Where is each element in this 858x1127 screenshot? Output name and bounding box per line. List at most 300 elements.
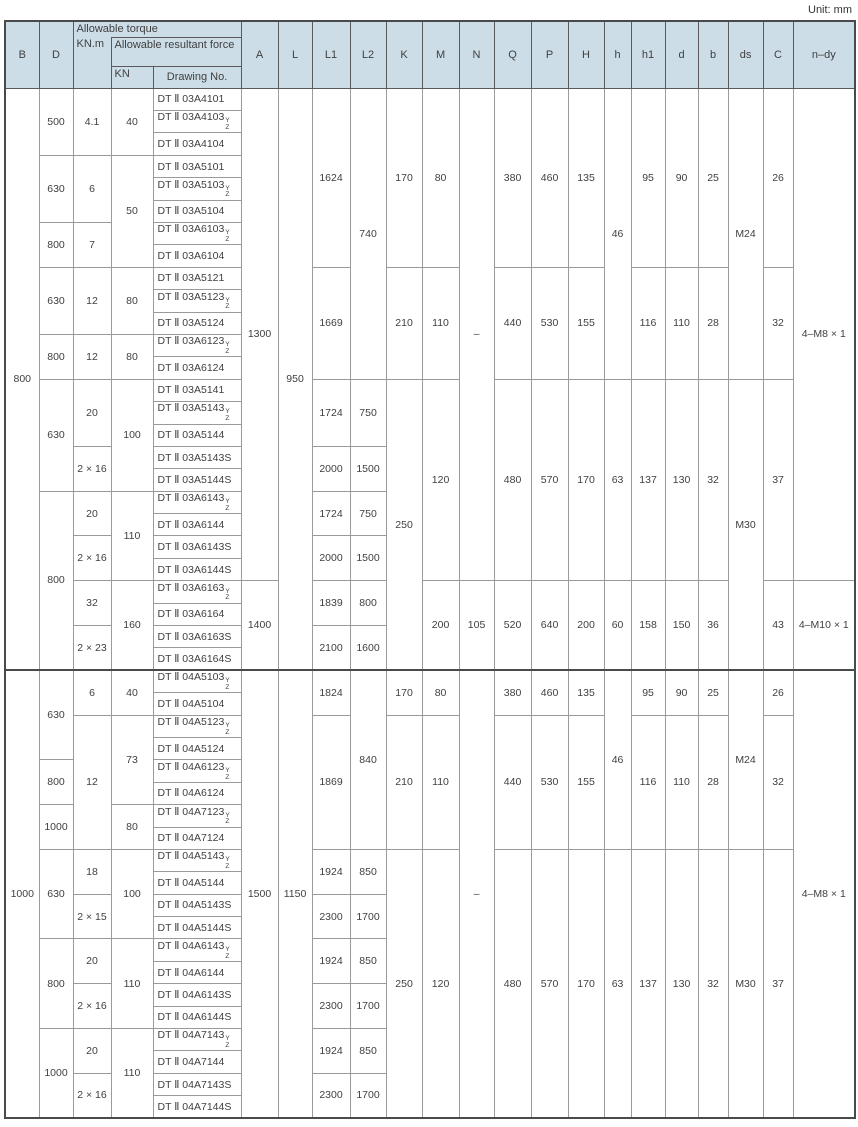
table-row — [5, 88, 855, 110]
yz-suffix: Y Z — [225, 184, 230, 199]
drawing-no: DT Ⅱ 03A6123 — [157, 335, 225, 348]
col-header-ndy: n–dy — [793, 21, 855, 88]
drawing-no: DT Ⅱ 04A5143 — [157, 850, 225, 863]
col-header-N: N — [459, 21, 494, 88]
cell-drawing-no — [153, 737, 241, 759]
col-header-Q: Q — [494, 21, 531, 88]
cell-drawing-no — [153, 536, 241, 558]
drawing-no: DT Ⅱ 04A6144S — [157, 1011, 232, 1024]
cell-ds: M30 — [728, 379, 763, 670]
cell-drawing-no — [153, 379, 241, 401]
cell-K: 250 — [386, 849, 422, 1118]
drawing-no: DT Ⅱ 03A5123 — [157, 290, 225, 303]
cell-ndy: 4–M10 × 1 — [793, 581, 855, 671]
cell-KNm: 32 — [73, 581, 111, 626]
cell-drawing-no — [153, 939, 241, 961]
cell-H: 155 — [568, 267, 604, 379]
yz-suffix: Y Z — [225, 587, 230, 602]
cell-A: 1300 — [241, 88, 278, 581]
drawing-no: DT Ⅱ 03A6164S — [157, 652, 232, 665]
cell-drawing-no — [153, 155, 241, 177]
drawing-no: DT Ⅱ 03A5104 — [157, 205, 225, 218]
drawing-no: DT Ⅱ 03A4103 — [157, 111, 225, 124]
cell-Q: 380 — [494, 670, 531, 715]
cell-P: 570 — [531, 379, 568, 581]
cell-L1: 2300 — [312, 894, 350, 939]
cell-D: 800 — [39, 760, 73, 805]
cell-drawing-no — [153, 1073, 241, 1095]
cell-h: 63 — [604, 849, 631, 1118]
cell-D: 1000 — [39, 1029, 73, 1119]
cell-H: 135 — [568, 670, 604, 715]
cell-KNm: 2 × 16 — [73, 536, 111, 581]
cell-P: 460 — [531, 670, 568, 715]
col-header-M: M — [422, 21, 459, 88]
cell-D: 800 — [39, 939, 73, 1029]
cell-drawing-no — [153, 222, 241, 244]
cell-KN: 110 — [111, 491, 153, 581]
drawing-no: DT Ⅱ 03A4101 — [157, 93, 225, 106]
cell-Q: 440 — [494, 267, 531, 379]
cell-drawing-no — [153, 357, 241, 379]
col-header-d: d — [665, 21, 698, 88]
cell-Q: 520 — [494, 581, 531, 671]
cell-L2: 750 — [350, 491, 386, 536]
cell-L2: 850 — [350, 939, 386, 984]
cell-drawing-no — [153, 1051, 241, 1073]
cell-b: 28 — [698, 267, 728, 379]
drawing-no: DT Ⅱ 04A5104 — [157, 697, 225, 710]
cell-drawing-no — [153, 603, 241, 625]
drawing-no: DT Ⅱ 03A6163 — [157, 581, 225, 594]
cell-KN: 110 — [111, 939, 153, 1029]
cell-KNm: 2 × 16 — [73, 984, 111, 1029]
cell-L1: 1824 — [312, 670, 350, 715]
drawing-no: DT Ⅱ 03A5141 — [157, 384, 225, 397]
cell-N: 105 — [459, 581, 494, 671]
cell-L2: 1500 — [350, 446, 386, 491]
cell-drawing-no — [153, 805, 241, 827]
drawing-no: DT Ⅱ 04A7123 — [157, 805, 225, 818]
cell-drawing-no — [153, 760, 241, 782]
drawing-no-header: Drawing No. — [153, 66, 241, 88]
cell-drawing-no — [153, 402, 241, 424]
cell-drawing-no — [153, 917, 241, 939]
cell-drawing-no — [153, 245, 241, 267]
cell-drawing-no — [153, 312, 241, 334]
cell-d: 90 — [665, 670, 698, 715]
cell-drawing-no — [153, 715, 241, 737]
cell-drawing-no — [153, 111, 241, 133]
cell-drawing-no — [153, 514, 241, 536]
cell-h1: 116 — [631, 715, 665, 849]
cell-KNm: 6 — [73, 670, 111, 715]
cell-drawing-no — [153, 334, 241, 356]
cell-H: 155 — [568, 715, 604, 849]
cell-KN: 73 — [111, 715, 153, 805]
drawing-no: DT Ⅱ 03A5143S — [157, 451, 232, 464]
cell-D: 500 — [39, 88, 73, 155]
cell-L1: 1924 — [312, 849, 350, 894]
cell-KN: 50 — [111, 155, 153, 267]
cell-C: 32 — [763, 715, 793, 849]
cell-H: 170 — [568, 379, 604, 581]
drawing-no: DT Ⅱ 04A6143S — [157, 988, 232, 1001]
yz-suffix: Y Z — [225, 117, 230, 132]
cell-drawing-no — [153, 267, 241, 289]
cell-Q: 380 — [494, 88, 531, 267]
cell-drawing-no — [153, 849, 241, 871]
yz-suffix: Y Z — [225, 721, 230, 736]
cell-KN: 110 — [111, 1029, 153, 1119]
drawing-no: DT Ⅱ 04A7143 — [157, 1029, 225, 1042]
yz-suffix: Y Z — [225, 811, 230, 826]
cell-L2: 1700 — [350, 1073, 386, 1118]
cell-C: 37 — [763, 379, 793, 581]
cell-KNm: 12 — [73, 267, 111, 334]
cell-drawing-no — [153, 626, 241, 648]
drawing-no: DT Ⅱ 03A6163S — [157, 630, 232, 643]
cell-h: 46 — [604, 670, 631, 849]
cell-P: 640 — [531, 581, 568, 671]
torque-title: Allowable torque — [73, 21, 241, 37]
drawing-no: DT Ⅱ 03A6104 — [157, 250, 225, 263]
drawing-no: DT Ⅱ 04A5144S — [157, 921, 232, 934]
cell-L1: 1724 — [312, 491, 350, 536]
cell-N: – — [459, 670, 494, 1118]
cell-L1: 2300 — [312, 984, 350, 1029]
cell-KNm: 4.1 — [73, 88, 111, 155]
drawing-no: DT Ⅱ 04A5143S — [157, 899, 232, 912]
cell-drawing-no — [153, 290, 241, 312]
cell-KNm: 20 — [73, 1029, 111, 1074]
drawing-no: DT Ⅱ 03A4104 — [157, 138, 225, 151]
cell-d: 110 — [665, 267, 698, 379]
cell-L1: 2000 — [312, 536, 350, 581]
col-header-H: H — [568, 21, 604, 88]
yz-suffix: Y Z — [225, 498, 230, 512]
drawing-no: DT Ⅱ 04A5103 — [157, 671, 225, 684]
drawing-no: DT Ⅱ 04A6144 — [157, 966, 225, 979]
cell-b: 25 — [698, 88, 728, 267]
cell-L2: 840 — [350, 670, 386, 849]
cell-N: – — [459, 88, 494, 581]
cell-D: 630 — [39, 267, 73, 334]
cell-drawing-no — [153, 133, 241, 155]
cell-D: 1000 — [39, 805, 73, 850]
col-header-A: A — [241, 21, 278, 88]
cell-D: 800 — [39, 491, 73, 670]
cell-L2: 740 — [350, 88, 386, 379]
cell-C: 26 — [763, 670, 793, 715]
col-header-C: C — [763, 21, 793, 88]
drawing-no: DT Ⅱ 03A5144 — [157, 429, 225, 442]
col-header-D: D — [39, 21, 73, 88]
drawing-no: DT Ⅱ 03A6143S — [157, 541, 232, 554]
cell-ds: M24 — [728, 88, 763, 379]
cell-L2: 1600 — [350, 626, 386, 671]
col-header-L: L — [278, 21, 312, 88]
cell-drawing-no — [153, 827, 241, 849]
cell-K: 250 — [386, 379, 422, 670]
cell-M: 120 — [422, 379, 459, 581]
cell-KNm: 2 × 23 — [73, 626, 111, 671]
drawing-no: DT Ⅱ 04A7144S — [157, 1100, 232, 1113]
cell-K: 210 — [386, 267, 422, 379]
cell-b: 36 — [698, 581, 728, 671]
cell-L1: 1839 — [312, 581, 350, 626]
cell-drawing-no — [153, 581, 241, 603]
cell-L1: 2100 — [312, 626, 350, 671]
cell-L2: 750 — [350, 379, 386, 446]
cell-KNm: 2 × 16 — [73, 1073, 111, 1118]
col-header-B: B — [5, 21, 39, 88]
cell-H: 135 — [568, 88, 604, 267]
cell-P: 530 — [531, 267, 568, 379]
cell-drawing-no — [153, 424, 241, 446]
cell-L2: 1700 — [350, 984, 386, 1029]
cell-KN: 40 — [111, 670, 153, 715]
cell-L1: 1924 — [312, 939, 350, 984]
table-row — [5, 581, 855, 603]
cell-KNm: 7 — [73, 222, 111, 267]
cell-L: 950 — [278, 88, 312, 670]
drawing-no: DT Ⅱ 03A6103 — [157, 223, 225, 236]
cell-drawing-no — [153, 446, 241, 468]
cell-Q: 440 — [494, 715, 531, 849]
cell-Q: 480 — [494, 379, 531, 581]
cell-C: 37 — [763, 849, 793, 1118]
cell-h: 63 — [604, 379, 631, 581]
cell-L2: 1700 — [350, 894, 386, 939]
table-row — [5, 379, 855, 401]
cell-drawing-no — [153, 1029, 241, 1051]
cell-drawing-no — [153, 782, 241, 804]
cell-D: 800 — [39, 222, 73, 267]
cell-K: 210 — [386, 715, 422, 849]
yz-suffix: Y Z — [225, 341, 230, 356]
cell-KNm: 20 — [73, 379, 111, 446]
cell-drawing-no — [153, 984, 241, 1006]
table-row — [5, 715, 855, 737]
cell-drawing-no — [153, 648, 241, 670]
cell-drawing-no — [153, 961, 241, 983]
cell-d: 130 — [665, 379, 698, 581]
cell-drawing-no — [153, 670, 241, 692]
cell-drawing-no — [153, 872, 241, 894]
cell-ndy: 4–M8 × 1 — [793, 670, 855, 1118]
cell-h1: 137 — [631, 849, 665, 1118]
yz-suffix: Y Z — [225, 856, 230, 871]
drawing-no: DT Ⅱ 04A7143S — [157, 1078, 232, 1091]
cell-b: 28 — [698, 715, 728, 849]
yz-suffix: Y Z — [225, 408, 230, 423]
cell-drawing-no — [153, 491, 241, 513]
cell-KN: 80 — [111, 805, 153, 850]
table-row — [5, 267, 855, 289]
col-header-ds: ds — [728, 21, 763, 88]
cell-d: 110 — [665, 715, 698, 849]
cell-M: 110 — [422, 715, 459, 849]
cell-drawing-no — [153, 88, 241, 110]
col-header-b: b — [698, 21, 728, 88]
drawing-no: DT Ⅱ 04A5144 — [157, 877, 225, 889]
cell-h1: 137 — [631, 379, 665, 581]
cell-KNm: 2 × 15 — [73, 894, 111, 939]
cell-h1: 95 — [631, 670, 665, 715]
cell-drawing-no — [153, 1006, 241, 1028]
cell-ds: M24 — [728, 670, 763, 849]
cell-B: 800 — [5, 88, 39, 670]
cell-KN: 80 — [111, 267, 153, 334]
cell-KN: 100 — [111, 379, 153, 491]
cell-A: 1400 — [241, 581, 278, 671]
cell-L2: 850 — [350, 849, 386, 894]
drawing-no: DT Ⅱ 04A5123 — [157, 715, 225, 728]
cell-KN: 160 — [111, 581, 153, 671]
drawing-no: DT Ⅱ 03A6124 — [157, 362, 225, 375]
cell-h: 60 — [604, 581, 631, 671]
cell-B: 1000 — [5, 670, 39, 1118]
cell-h: 46 — [604, 88, 631, 379]
cell-drawing-no — [153, 178, 241, 200]
cell-K: 170 — [386, 670, 422, 715]
cell-drawing-no — [153, 558, 241, 580]
cell-drawing-no — [153, 1096, 241, 1118]
torque-unit-label: KN.m — [73, 37, 111, 88]
cell-KNm: 20 — [73, 491, 111, 536]
drawing-no: DT Ⅱ 03A6144S — [157, 563, 232, 576]
drawing-no: DT Ⅱ 04A7124 — [157, 832, 225, 845]
cell-b: 32 — [698, 379, 728, 581]
col-header-h1: h1 — [631, 21, 665, 88]
cell-D: 630 — [39, 670, 73, 760]
cell-KNm: 18 — [73, 849, 111, 894]
section-b1000 — [5, 670, 855, 1118]
resultant-force-unit: KN — [111, 66, 153, 88]
drawing-no: DT Ⅱ 03A6164 — [157, 608, 225, 621]
drawing-no: DT Ⅱ 04A5124 — [157, 742, 225, 755]
cell-M: 120 — [422, 849, 459, 1118]
cell-A: 1500 — [241, 670, 278, 1118]
cell-d: 90 — [665, 88, 698, 267]
cell-P: 570 — [531, 849, 568, 1118]
cell-d: 130 — [665, 849, 698, 1118]
cell-P: 460 — [531, 88, 568, 267]
cell-h1: 116 — [631, 267, 665, 379]
col-header-P: P — [531, 21, 568, 88]
cell-Q: 480 — [494, 849, 531, 1118]
cell-H: 200 — [568, 581, 604, 671]
col-header-L2: L2 — [350, 21, 386, 88]
cell-K: 170 — [386, 88, 422, 267]
cell-D: 630 — [39, 849, 73, 939]
cell-KNm: 6 — [73, 155, 111, 222]
cell-KN: 40 — [111, 88, 153, 155]
cell-D: 630 — [39, 155, 73, 222]
cell-L: 1150 — [278, 670, 312, 1118]
cell-KNm: 12 — [73, 715, 111, 849]
table-row — [5, 670, 855, 692]
cell-KN: 100 — [111, 849, 153, 939]
yz-suffix: Y Z — [225, 766, 230, 781]
yz-suffix: Y Z — [225, 945, 230, 960]
cell-C: 26 — [763, 88, 793, 267]
cell-H: 170 — [568, 849, 604, 1118]
cell-d: 150 — [665, 581, 698, 671]
cell-drawing-no — [153, 469, 241, 491]
drawing-no: DT Ⅱ 04A6124 — [157, 787, 225, 800]
cell-M: 110 — [422, 267, 459, 379]
drawing-no: DT Ⅱ 03A5124 — [157, 317, 225, 330]
col-header-K: K — [386, 21, 422, 88]
cell-L1: 1624 — [312, 88, 350, 267]
drawing-no: DT Ⅱ 03A5121 — [157, 272, 225, 285]
cell-h1: 158 — [631, 581, 665, 671]
cell-b: 25 — [698, 670, 728, 715]
cell-drawing-no — [153, 200, 241, 222]
yz-suffix: Y Z — [225, 1035, 230, 1050]
drawing-no: DT Ⅱ 03A5101 — [157, 160, 225, 173]
cell-L1: 1869 — [312, 715, 350, 849]
drawing-no: DT Ⅱ 03A5143 — [157, 402, 225, 415]
yz-suffix: Y Z — [225, 296, 230, 311]
cell-M: 200 — [422, 581, 459, 671]
cell-C: 43 — [763, 581, 793, 671]
table-row — [5, 849, 855, 871]
resultant-force-title: Allowable resultant force — [111, 37, 241, 66]
drawing-no: DT Ⅱ 03A5103 — [157, 178, 225, 191]
cell-KNm: 20 — [73, 939, 111, 984]
cell-KNm: 2 × 16 — [73, 446, 111, 491]
yz-suffix: Y Z — [225, 229, 230, 244]
drawing-no: DT Ⅱ 04A7144 — [157, 1056, 225, 1069]
cell-L2: 850 — [350, 1029, 386, 1074]
cell-P: 530 — [531, 715, 568, 849]
cell-L2: 1500 — [350, 536, 386, 581]
cell-L2: 800 — [350, 581, 386, 626]
cell-L1: 2300 — [312, 1073, 350, 1118]
cell-h1: 95 — [631, 88, 665, 267]
cell-ndy: 4–M8 × 1 — [793, 88, 855, 581]
spec-table — [4, 20, 856, 1119]
cell-KNm: 12 — [73, 334, 111, 379]
drawing-no: DT Ⅱ 04A6143 — [157, 939, 225, 952]
drawing-no: DT Ⅱ 03A6143 — [157, 492, 225, 505]
cell-b: 32 — [698, 849, 728, 1118]
section-b800 — [5, 88, 855, 670]
cell-L1: 1724 — [312, 379, 350, 446]
cell-drawing-no — [153, 693, 241, 715]
col-header-L1: L1 — [312, 21, 350, 88]
drawing-no: DT Ⅱ 04A6123 — [157, 760, 225, 773]
cell-L1: 1669 — [312, 267, 350, 379]
cell-L1: 1924 — [312, 1029, 350, 1074]
cell-L1: 2000 — [312, 446, 350, 491]
cell-drawing-no — [153, 894, 241, 916]
table-header — [5, 21, 855, 88]
cell-D: 630 — [39, 379, 73, 491]
cell-M: 80 — [422, 88, 459, 267]
yz-suffix: Y Z — [225, 677, 230, 692]
cell-M: 80 — [422, 670, 459, 715]
cell-C: 32 — [763, 267, 793, 379]
cell-ds: M30 — [728, 849, 763, 1118]
col-header-h: h — [604, 21, 631, 88]
drawing-no: DT Ⅱ 03A6144 — [157, 518, 225, 531]
cell-KN: 80 — [111, 334, 153, 379]
drawing-no: DT Ⅱ 03A5144S — [157, 473, 232, 486]
